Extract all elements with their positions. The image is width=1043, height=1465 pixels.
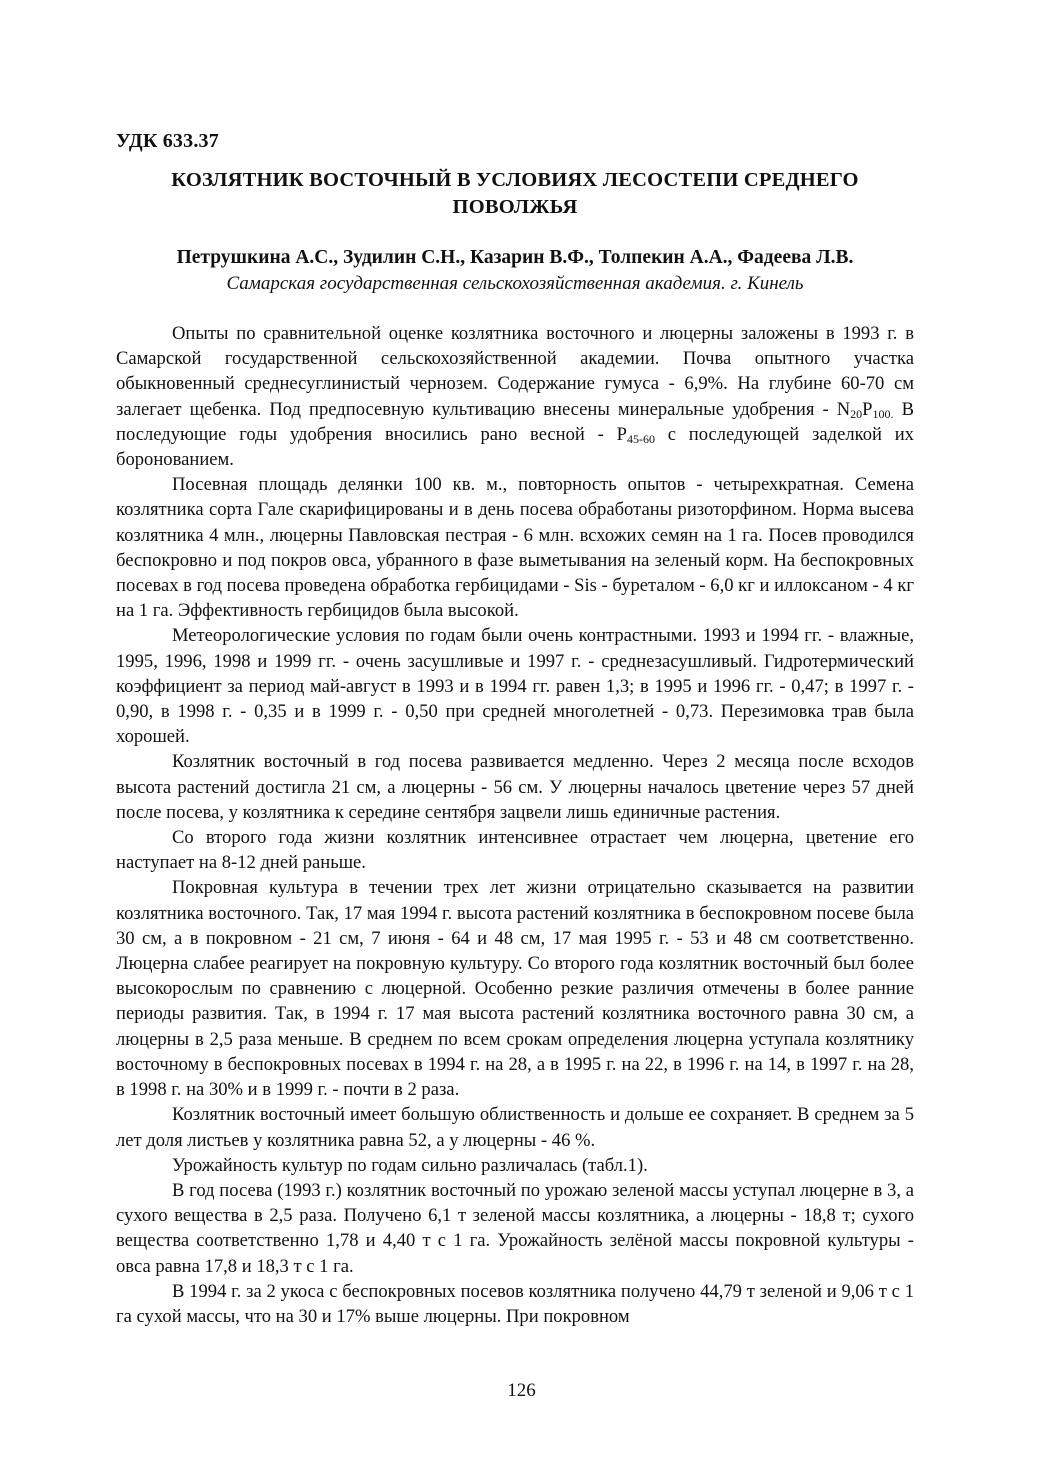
paragraph-2: Посевная площадь делянки 100 кв. м., повторность опытов - четырехкратная. Семена козлятника сорта Гале скарифицированы и в день посева обработаны ризоторфином. Норма высева козлятника 4 млн., люцерны Павловская пестрая - 6 млн. всхожих семян на 1 га. Посев проводился беспокровно и под покров овса, убранного в фазе выметывания на зеленый корм. На беспокровных посевах в год посева проведена обработка гербицидами - Sis - буреталом - 6,0 кг и иллоксаном - 4 кг на 1 га. Эффективность гербицидов была высокой. xyxy=(116,474,914,622)
paragraph-3: Метеорологические условия по годам были очень контрастными. 1993 и 1994 гг. - влажные, 1995, 1996, 1998 и 1999 гг. - очень засушливые и 1997 г. - среднезасушливый. Гидротермический коэффициент за период май-август в 1993 и в 1994 гг. равен 1,3; в 1995 и 1996 гг. - 0,47; в 1997 г. - 0,90, в 1998 г. - 0,35 и в 1999 г. - 0,50 при средней многолетней - 0,73. Перезимовка трав была хорошей. xyxy=(116,625,914,748)
authors-line: Петрушкина А.С., Зудилин С.Н., Казарин В.Ф., Толпекин А.А., Фадеева Л.В. xyxy=(176,247,854,268)
p1-sub-n: 20 xyxy=(850,406,863,421)
udk-code: УДК 633.37 xyxy=(116,130,219,152)
article-title: КОЗЛЯТНИК ВОСТОЧНЫЙ В УСЛОВИЯХ ЛЕСОСТЕПИ СРЕДНЕГО ПОВОЛЖЬЯ xyxy=(171,169,859,218)
article-body xyxy=(116,321,914,1329)
paragraph-6: Покровная культура в течении трех лет жизни отрицательно сказывается на развитии козлятника восточного. Так, 17 мая 1994 г. высота растений козлятника в беспокровном посеве была 30 см, а в покровном - 21 см, 7 июня - 64 и 48 см, 17 мая 1995 г. - 53 и 48 см соответственно. Люцерна слабее реагирует на покровную культуру. Со второго года козлятник восточный был более высокорослым по сравнению с люцерной. Особенно резкие различия отмечены в более ранние периоды развития. Так, в 1994 г. 17 мая высота растений козлятника восточного равна 30 см, а люцерны в 2,5 раза меньше. В среднем по всем срокам определения люцерна уступала козлятнику восточному в беспокровных посевах в 1994 г. на 28, а в 1995 г. на 22, в 1996 г. на 14, в 1997 г. на 28, в 1998 г. на 30% и в 1999 г. - почти в 2 раза. xyxy=(116,877,914,1101)
paragraph-9: В год посева (1993 г.) козлятник восточный по урожаю зеленой массы уступал люцерне в 3, а сухого вещества в 2,5 раза. Получено 6,1 т зеленой массы козлятника, а люцерны - 18,8 т; сухого вещества соответственно 1,78 и 4,40 т с 1 га. Урожайность зелёной массы покровной культуры - овса равна 17,8 и 18,3 т с 1 га. xyxy=(116,1179,914,1277)
paragraph-1 xyxy=(116,321,914,472)
p1-sub-p: 100. xyxy=(872,406,894,421)
paragraph-5: Со второго года жизни козлятник интенсивнее отрастает чем люцерна, цветение его наступает на 8-12 дней раньше. xyxy=(116,827,914,874)
p1-text-d: с последующей заделкой их боронованием. xyxy=(116,423,914,471)
paragraph-7: Козлятник восточный имеет большую облиственность и дольше ее сохраняет. В среднем за 5 лет доля листьев у козлятника равна 52, а у люцерны - 46 %. xyxy=(116,1104,914,1151)
p1-text-c: В последующие годы удобрения вносились рано весной - P xyxy=(116,398,914,445)
p1-text-b: P xyxy=(862,398,873,420)
paragraph-8: Урожайность культур по годам сильно различалась (табл.1). xyxy=(172,1154,648,1176)
article xyxy=(116,130,914,1329)
p1-sub-p2: 45-60 xyxy=(626,431,655,446)
paragraph-10: В 1994 г. за 2 укоса с беспокровных посевов козлятника получено 44,79 т зеленой и 9,06 т с 1 га сухой массы, что на 30 и 17% выше люцерны. При покровном xyxy=(116,1280,914,1327)
p1-text-a: Опыты по сравнительной оценке козлятника восточного и люцерны заложены в 1993 г. в Самарской государственной сельскохозяйственной академии. Почва опытного участка обыкновенный среднесуглинистый чернозем. Содержание гумуса - 6,9%. На глубине 60-70 см залегает щебенка. Под предпосевную культивацию внесены минеральные удобрения - N xyxy=(116,323,914,420)
page-number: 126 xyxy=(507,1380,536,1401)
paragraph-4: Козлятник восточный в год посева развивается медленно. Через 2 месяца после всходов высота растений достигла 21 см, а люцерны - 56 см. У люцерны началось цветение через 57 дней после посева, у козлятника к середине сентября зацвели лишь единичные растения. xyxy=(116,751,914,823)
affiliation-line: Самарская государственная сельскохозяйственная академия. г. Кинель xyxy=(226,273,804,294)
